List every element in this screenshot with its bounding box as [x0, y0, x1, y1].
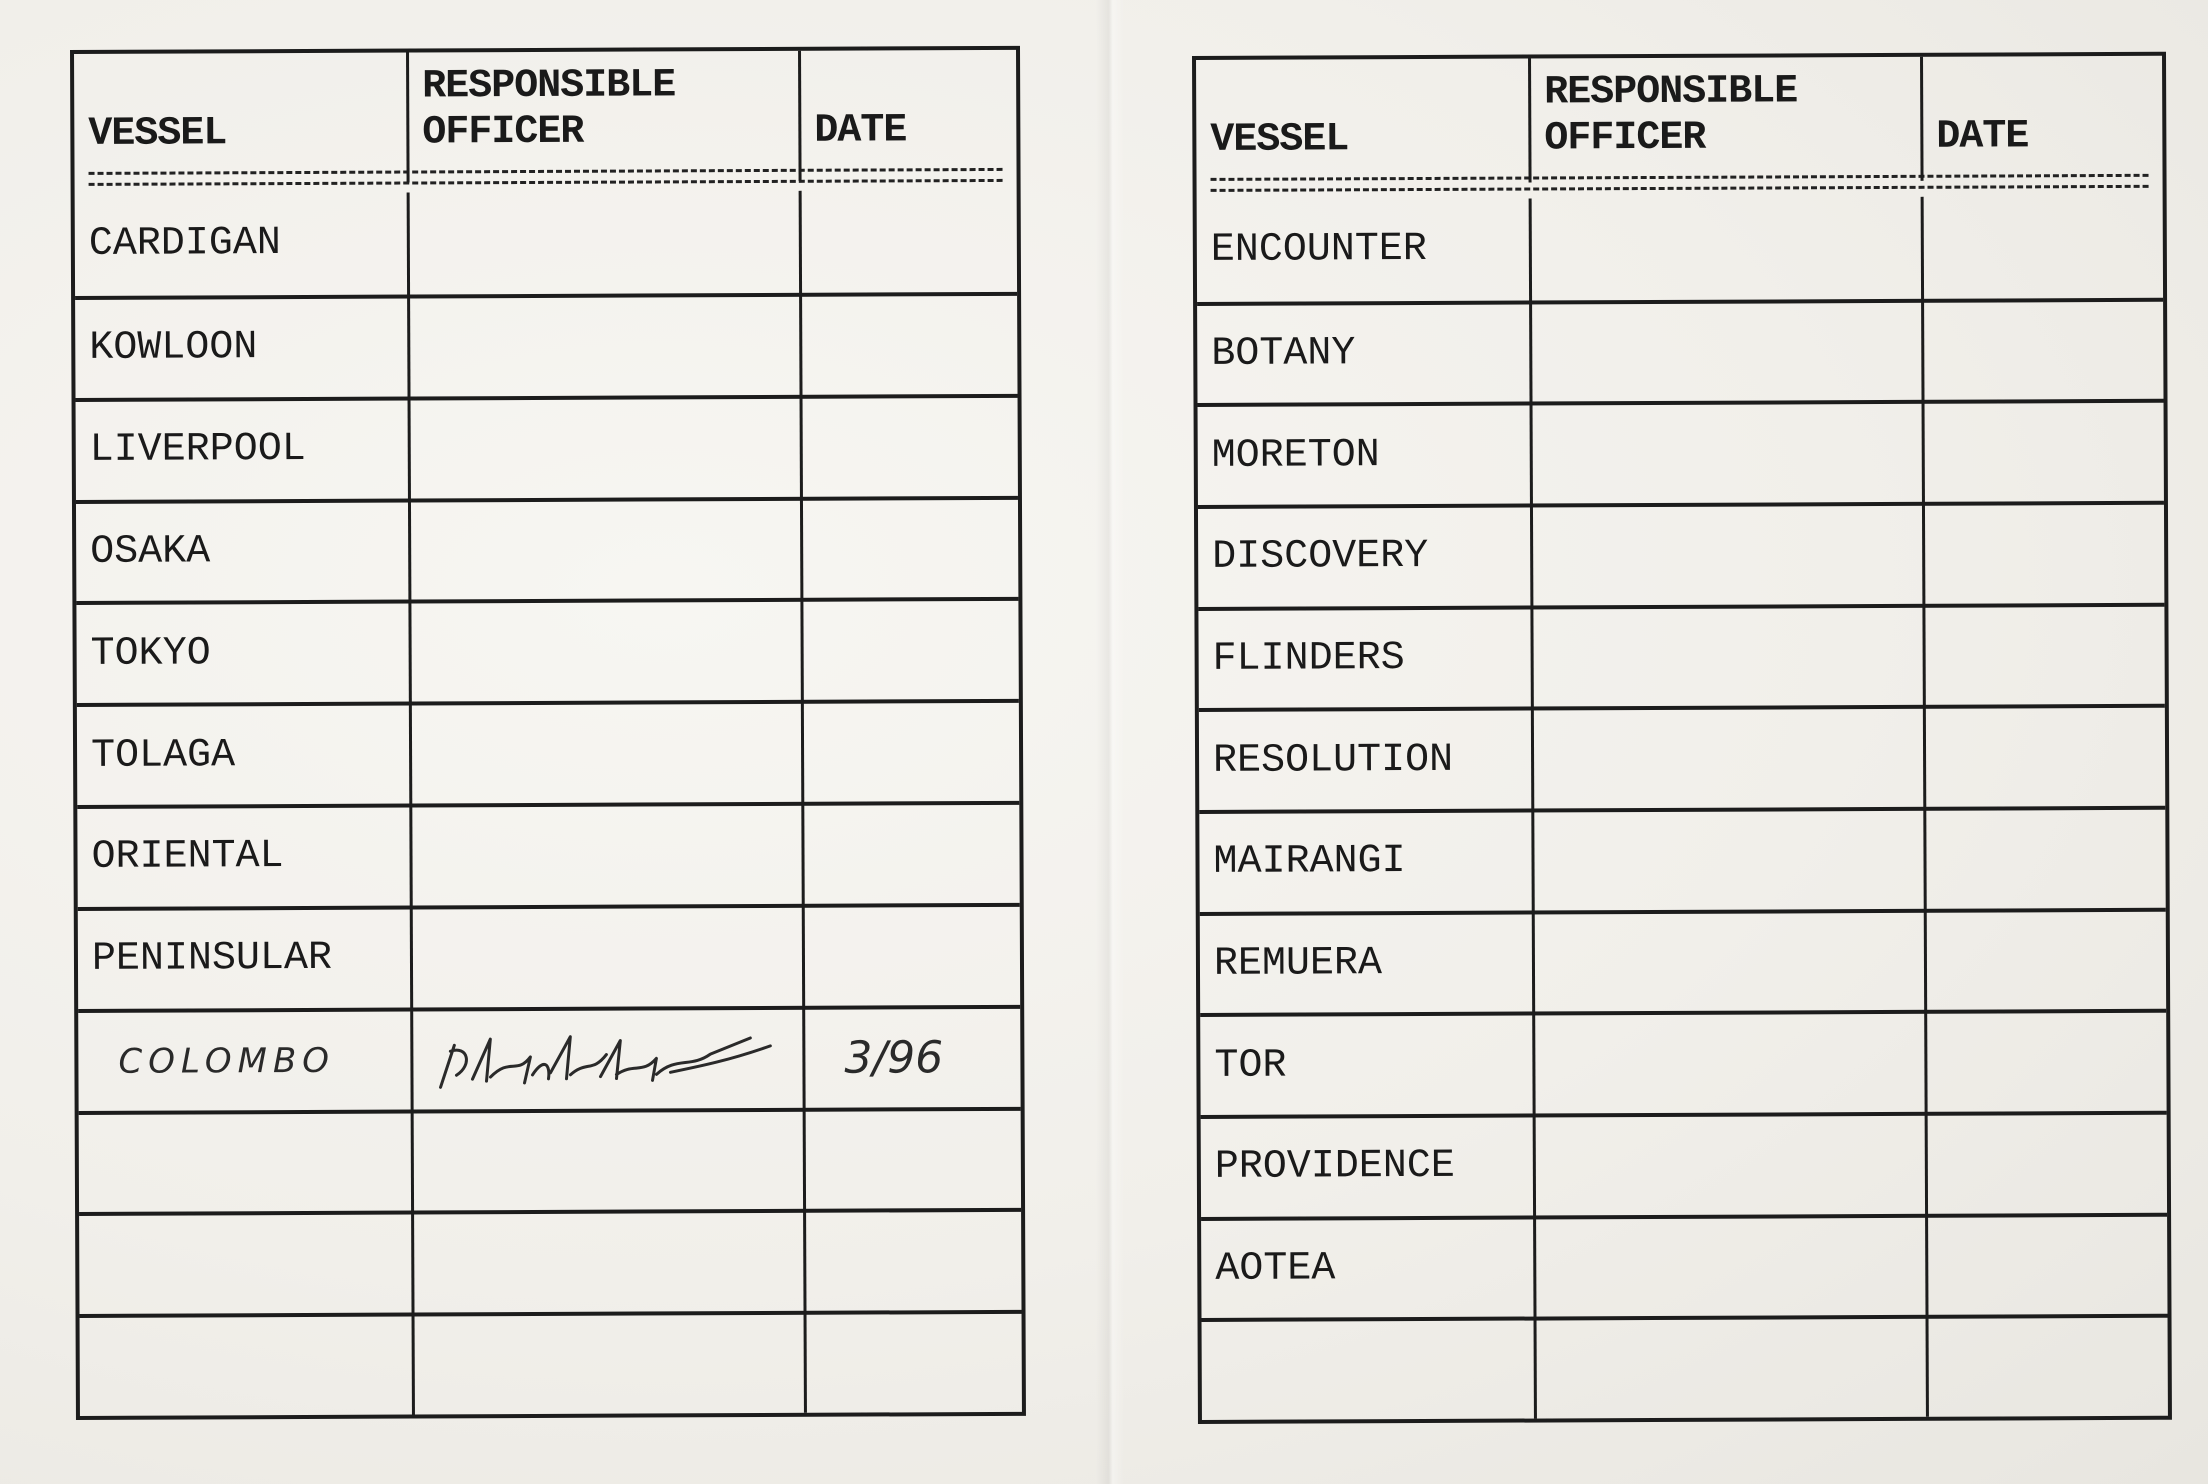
vessel-cell: TOLAGA [90, 732, 236, 779]
table-row [76, 394, 1018, 500]
header-officer [1530, 57, 1923, 177]
vessel-cell: MORETON [1211, 432, 1380, 479]
header-double-divider [89, 168, 1003, 186]
table-row [75, 190, 1017, 296]
header-vessel-label: VESSEL [1210, 117, 1349, 163]
table-row [76, 495, 1018, 601]
table-row [1197, 196, 2163, 302]
vessel-cell: RESOLUTION [1212, 737, 1454, 784]
vessel-cell: MAIRANGI [1213, 839, 1406, 886]
header-date [1922, 56, 2163, 175]
header-date [800, 50, 1017, 169]
table-row [1198, 602, 2164, 708]
vessel-cell: KOWLOON [89, 325, 258, 372]
header-vessel-label: VESSEL [88, 111, 227, 157]
vessel-cell: REMUERA [1213, 941, 1383, 987]
header-vessel [74, 53, 409, 172]
date-cell: 3/96 [844, 1032, 944, 1084]
table-row [79, 1106, 1021, 1212]
vessel-cell: FLINDERS [1212, 636, 1405, 682]
column-divider [1528, 59, 1532, 183]
table-row [80, 1310, 1022, 1416]
vessel-cell: BOTANY [1211, 331, 1356, 377]
table-header [74, 50, 1017, 184]
vessel-cell: LIVERPOOL [89, 427, 306, 473]
header-officer-label: RESPONSIBLE OFFICER [1544, 69, 1798, 162]
table-row [79, 1208, 1021, 1314]
table-row [76, 597, 1018, 703]
vessel-cell: OSAKA [90, 529, 211, 575]
vessel-cell: PROVIDENCE [1214, 1144, 1455, 1191]
vessel-cell: PENINSULAR [91, 936, 333, 983]
table-row [1197, 297, 2163, 403]
vessel-cell: ORIENTAL [91, 834, 284, 881]
table-row [78, 903, 1020, 1009]
vessel-cell: AOTEA [1215, 1246, 1336, 1292]
header-officer-label: RESPONSIBLE OFFICER [422, 63, 676, 156]
table-row [1200, 1009, 2166, 1115]
table-row [77, 699, 1019, 805]
table-row [1199, 704, 2165, 810]
officer-signature [420, 1014, 790, 1109]
vessel-cell: TOKYO [90, 631, 211, 677]
table-row [75, 292, 1017, 398]
table-row [1201, 1212, 2167, 1318]
table-header [1196, 56, 2163, 190]
table-row [77, 801, 1019, 907]
header-date-label: DATE [1936, 114, 2029, 160]
table-row [1198, 399, 2164, 505]
vessel-cell: COLOMBO [118, 1040, 336, 1082]
vessel-log-table-left [70, 46, 1026, 1420]
table-row [1200, 907, 2166, 1013]
header-officer [408, 51, 801, 171]
table-row [1201, 1111, 2167, 1217]
vessel-cell: CARDIGAN [88, 221, 281, 268]
column-divider [1920, 57, 1924, 181]
column-divider [406, 53, 410, 183]
header-date-label: DATE [814, 108, 907, 154]
vessel-log-table-right [1192, 52, 2172, 1424]
column-divider [798, 51, 802, 181]
header-double-divider [1211, 174, 2149, 192]
table-row [1202, 1314, 2168, 1420]
vessel-cell: DISCOVERY [1212, 534, 1429, 581]
header-vessel [1196, 59, 1531, 178]
vessel-cell: ENCOUNTER [1210, 227, 1427, 274]
table-row [1199, 806, 2165, 912]
table-row [78, 1005, 1020, 1111]
table-row [1198, 501, 2164, 607]
paper-fold [1096, 0, 1124, 1484]
vessel-cell: TOR [1214, 1043, 1287, 1089]
